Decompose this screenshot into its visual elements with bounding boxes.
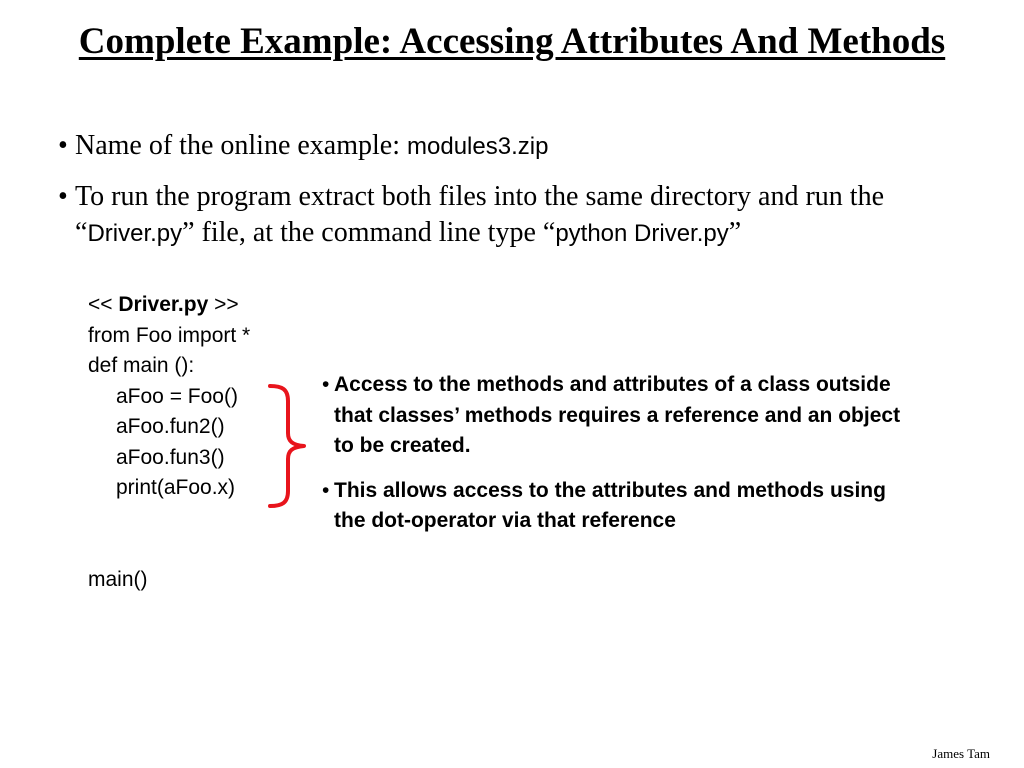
bullet-marker: •	[322, 373, 330, 396]
curly-brace-icon	[268, 383, 310, 509]
author-footer: James Tam	[932, 746, 990, 761]
code-listing	[88, 290, 250, 595]
code-file-header	[88, 290, 250, 321]
explanation-text: Access to the methods and attributes of a class outside that classes’ methods requires a reference and an object to be created.	[334, 373, 901, 457]
slide-title: Complete Example: Accessing Attributes And Methods	[78, 21, 946, 62]
explanation-bullet	[322, 370, 922, 462]
explanation-text: This allows access to the attributes and methods using the dot-operator via that reference	[334, 478, 886, 532]
bullet-text-part: To run the program extract both files into the same directory and run the “	[75, 181, 885, 248]
explanation-bullet	[322, 476, 922, 537]
driver-filename: Driver.py	[87, 220, 183, 247]
bullet-online-example	[58, 128, 928, 165]
code-header-filename: Driver.py	[118, 293, 209, 316]
code-header-close: >>	[208, 293, 239, 316]
bullet-text-part: ” file, at the command line type “	[182, 217, 556, 248]
code-line: aFoo.fun2()	[116, 415, 225, 438]
bullet-run-instructions	[58, 179, 928, 252]
code-header-open: <<	[88, 293, 119, 316]
bullet-marker: •	[322, 478, 330, 502]
explanation-bullet-list	[322, 370, 922, 551]
code-line: def main ():	[88, 354, 195, 377]
code-line: main()	[88, 567, 148, 591]
top-bullet-list	[58, 128, 928, 266]
code-line: aFoo.fun3()	[116, 445, 225, 469]
code-blank-gap	[88, 504, 250, 565]
code-line: aFoo = Foo()	[116, 384, 238, 408]
bullet-text-part: ”	[728, 217, 742, 248]
bullet-marker: •	[58, 181, 68, 212]
code-line: from Foo import *	[88, 323, 251, 347]
code-line: print(aFoo.x)	[116, 476, 236, 499]
run-command: python Driver.py	[555, 220, 729, 247]
bullet-text: Name of the online example:	[75, 130, 407, 161]
bullet-marker: •	[58, 130, 68, 161]
example-filename: modules3.zip	[407, 133, 549, 160]
